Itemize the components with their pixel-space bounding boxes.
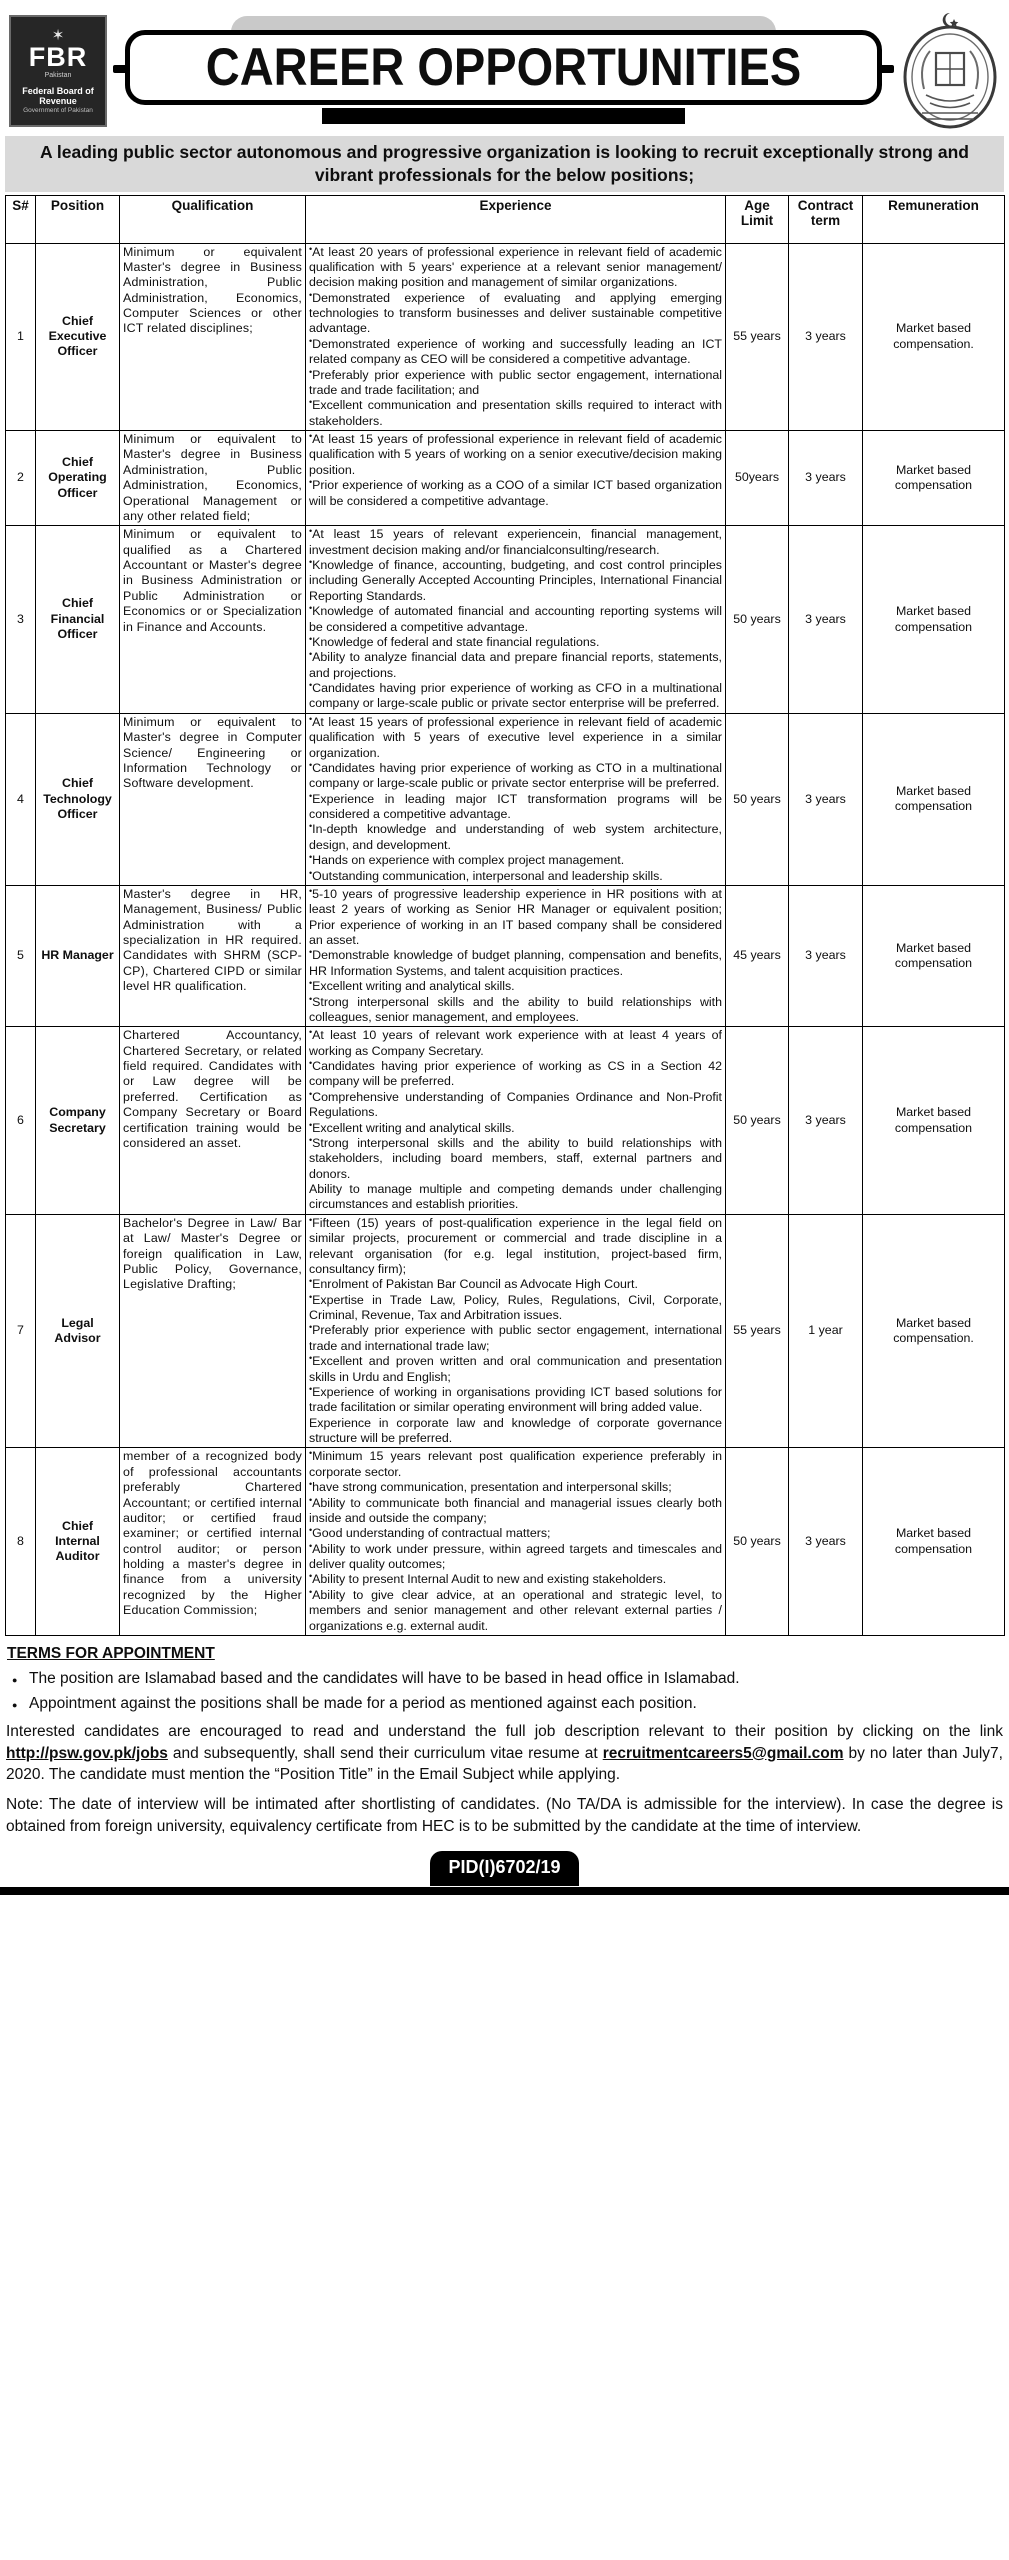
starburst-icon: ✶ — [51, 27, 65, 45]
apply-text-mid: and subsequently, shall send their curriculum vitae resume at — [167, 1744, 603, 1762]
experience-item: •Prior experience of working as a COO of a similar ICT based organization will be considered a competitive advantage. — [309, 477, 722, 508]
experience-item: •Outstanding communication, interpersonal and leadership skills. — [309, 867, 663, 883]
contract-cell: 3 years — [789, 526, 863, 714]
qualification-cell: Minimum or equivalent to Master's degree in Computer Science/ Engineering or Information Technology or Software development. — [120, 713, 306, 885]
email-link[interactable]: recruitmentcareers5@gmail.com — [602, 1744, 844, 1762]
serial-cell: 6 — [6, 1027, 36, 1215]
age-cell: 45 years — [726, 885, 789, 1026]
experience-item: •Strong interpersonal skills and the ability to build relationships with colleagues, senior management, and employees. — [309, 993, 722, 1024]
banner-dash-left — [113, 65, 128, 73]
pakistan-state-emblem-icon — [900, 11, 1000, 131]
position-cell: HR Manager — [36, 885, 120, 1026]
banner-shadow — [322, 108, 685, 124]
table-row — [6, 431, 1005, 526]
column-header: S# — [6, 195, 36, 243]
position-cell: Legal Advisor — [36, 1214, 120, 1448]
experience-item: •Excellent writing and analytical skills. — [309, 1119, 515, 1135]
qualification-cell: Minimum or equivalent to Master's degree in Business Administration, Public Administration, Economics, Operational Management or any other related field; — [120, 431, 306, 526]
remuneration-cell: Market based compensation — [863, 1448, 1005, 1636]
apply-text-post: by no later than July7, 2020. The candidate must mention the “Position Title” in the Email Subject while applying. — [6, 1744, 1003, 1784]
fbr-logo — [9, 15, 107, 127]
remuneration-cell: Market based compensation — [863, 1027, 1005, 1215]
title-banner — [125, 16, 882, 126]
remuneration-cell: Market based compensation. — [863, 1214, 1005, 1448]
experience-item: •Ability to analyze financial data and prepare financial reports, statements, and projections. — [309, 649, 722, 680]
logo-acronym: FBR — [28, 42, 88, 73]
table-row — [6, 1448, 1005, 1636]
experience-item: •Demonstrated experience of evaluating and applying emerging technologies to transform businesses and deliver sustainable competitive advantage. — [309, 289, 722, 336]
experience-item: •Excellent communication and presentation skills required to interact with stakeholders. — [309, 397, 722, 428]
experience-item: •At least 10 years of relevant work experience with at least 4 years of working as Company Secretary. — [309, 1027, 722, 1058]
qualification-cell: Minimum or equivalent Master's degree in Business Administration, Public Administration, Economics, Computer Sciences or other ICT related disciplines; — [120, 243, 306, 431]
experience-item: •Preferably prior experience with public sector engagement, international trade and international trade law; — [309, 1322, 722, 1353]
remuneration-cell: Market based compensation — [863, 431, 1005, 526]
position-cell: Chief Financial Officer — [36, 526, 120, 714]
pid-badge: PID(I)6702/19 — [430, 1851, 578, 1886]
experience-item: •Preferably prior experience with public sector engagement, international trade and trade facilitation; and — [309, 366, 722, 397]
experience-item: •Ability to present Internal Audit to new and existing stakeholders. — [309, 1571, 667, 1587]
table-row — [6, 526, 1005, 714]
experience-item: •Excellent and proven written and oral communication and presentation skills in Urdu and English; — [309, 1353, 722, 1384]
experience-item: •Expertise in Trade Law, Policy, Rules, Regulations, Civil, Corporate, Criminal, Revenue, Tax and Arbitration issues. — [309, 1291, 722, 1323]
serial-cell: 4 — [6, 713, 36, 885]
apply-paragraph — [6, 1721, 1003, 1786]
experience-item: •5-10 years of progressive leadership experience in HR positions with at least 2 years of working as Senior HR Manager or equivalent position; Prior experience of working in an IT based company shall be considered an asset. — [309, 885, 722, 948]
qualification-cell: Master's degree in HR, Management, Business/ Public Administration with a specialization in HR required. Candidates with SHRM (SCP-CP), Chartered CIPD or similar level HR qualification. — [120, 885, 306, 1026]
column-header: Experience — [306, 195, 726, 243]
experience-item: •At least 20 years of professional experience in relevant field of academic qualification with 5 years' experience at a relevant senior management/ decision making position and management of similar organizations. — [309, 243, 722, 290]
experience-item: •Hands on experience with complex project management. — [309, 852, 625, 868]
position-cell: Chief Operating Officer — [36, 431, 120, 526]
column-header: Position — [36, 195, 120, 243]
note-paragraph: Note: The date of interview will be intimated after shortlisting of candidates. (No TA/DA is admissible for the interview). In case the degree is obtained from foreign university, equivalency certificate from HEC is to be submitted by the candidate at the time of interview. — [6, 1795, 1003, 1835]
remuneration-cell: Market based compensation — [863, 885, 1005, 1026]
experience-cell — [306, 885, 726, 1026]
qualification-cell: member of a recognized body of professional accountants preferably Chartered Accountant; or certified internal auditor; or certified fraud examiner; or certified internal control auditor; or person holding a master's degree in finance from a university recognized by the Higher Education Commission; — [120, 1448, 306, 1636]
experience-item: Experience in corporate law and knowledge of corporate governance structure will be preferred. — [309, 1415, 722, 1446]
experience-cell — [306, 1214, 726, 1448]
serial-cell: 7 — [6, 1214, 36, 1448]
contract-cell: 3 years — [789, 1448, 863, 1636]
remuneration-cell: Market based compensation — [863, 713, 1005, 885]
terms-list — [5, 1670, 1004, 1713]
position-cell: Chief Internal Auditor — [36, 1448, 120, 1636]
apply-text-pre: Interested candidates are encouraged to read and understand the full job description relevant to their position by clicking on the link — [6, 1722, 1003, 1740]
logo-org-name: Federal Board of Revenue — [22, 85, 94, 106]
experience-item: •Fifteen (15) years of post-qualification experience in the legal field on similar projects, procurement or commercial and trade discipline in a relevant organisation (for e.g. legal institution, project-based firm, consultancy firm); — [309, 1214, 722, 1276]
page-title: CAREER OPPORTUNITIES — [205, 36, 802, 97]
experience-item: •Strong interpersonal skills and the ability to build relationships with stakeholders, including board members, staff, external partners and donors. — [309, 1134, 722, 1181]
serial-cell: 5 — [6, 885, 36, 1026]
experience-item: •Ability to communicate both financial and managerial issues clearly both inside and outside the company; — [309, 1494, 722, 1525]
experience-cell — [306, 1027, 726, 1215]
experience-item: •Enrolment of Pakistan Bar Council as Advocate High Court. — [309, 1276, 638, 1292]
position-cell: Chief Executive Officer — [36, 243, 120, 431]
experience-item: •Minimum 15 years relevant post qualification experience preferably in corporate sector. — [309, 1448, 722, 1479]
experience-item: •At least 15 years of relevant experiencein, financial management, investment decision making and/or financialconsulting/research. — [309, 526, 722, 557]
jobs-link[interactable]: http://psw.gov.pk/jobs — [6, 1744, 168, 1762]
experience-item: •Excellent writing and analytical skills. — [309, 978, 515, 994]
experience-cell — [306, 431, 726, 526]
remuneration-cell: Market based compensation — [863, 526, 1005, 714]
column-header: Contract term — [789, 195, 863, 243]
experience-cell — [306, 526, 726, 714]
experience-item: •Candidates having prior experience of working as CTO in a multinational company or large-scale public or private sector enterprise will be preferred. — [309, 759, 722, 791]
table-row — [6, 1214, 1005, 1448]
experience-item: •Demonstrated experience of working and successfully leading an ICT related company as CEO will be considered a competitive advantage. — [309, 335, 722, 367]
age-cell: 50 years — [726, 713, 789, 885]
contract-cell: 3 years — [789, 1027, 863, 1215]
column-header: Age Limit — [726, 195, 789, 243]
terms-item: ● Appointment against the positions shall be made for a period as mentioned against each position. — [5, 1695, 1004, 1713]
experience-item: •Comprehensive understanding of Companies Ordinance and Non-Profit Regulations. — [309, 1088, 722, 1120]
age-cell: 50 years — [726, 1027, 789, 1215]
serial-cell: 2 — [6, 431, 36, 526]
age-cell: 50years — [726, 431, 789, 526]
contract-cell: 1 year — [789, 1214, 863, 1448]
header — [5, 8, 1004, 134]
contract-cell: 3 years — [789, 885, 863, 1026]
qualification-cell: Minimum or equivalent to qualified as a Chartered Accountant or Master's degree in Business Administration or Public Administration or Economics or or Specialization in Finance and Accounts. — [120, 526, 306, 714]
experience-item: •Knowledge of finance, accounting, budgeting, and cost control principles including Generally Accepted Accounting Principles, International Financial Reporting Standards. — [309, 557, 722, 603]
bottom-rule — [0, 1887, 1009, 1895]
qualification-cell: Bachelor's Degree in Law/ Bar at Law/ Master's Degree or foreign qualification in Law, Public Policy, Governance, Legislative Drafting; — [120, 1214, 306, 1448]
contract-cell: 3 years — [789, 243, 863, 431]
experience-item: •Candidates having prior experience of working as CS in a Section 42 company will be preferred. — [309, 1058, 722, 1089]
experience-item: •Knowledge of automated financial and accounting reporting systems will be considered a competitive advantage. — [309, 603, 722, 634]
banner-box — [125, 30, 882, 105]
logo-subtext: Pakistan — [44, 71, 72, 79]
positions-table — [5, 195, 1005, 1636]
experience-item: •Demonstrable knowledge of budget planning, compensation and benefits, HR Information Systems, and talent acquisition practices. — [309, 947, 722, 978]
remuneration-cell: Market based compensation. — [863, 243, 1005, 431]
experience-cell — [306, 1448, 726, 1636]
age-cell: 55 years — [726, 1214, 789, 1448]
experience-item: •Candidates having prior experience of working as CFO in a multinational company or large-scale public or private sector enterprise will be preferred. — [309, 680, 722, 711]
experience-item: •Experience of working in organisations providing ICT based solutions for trade facilitation or similar operating environment will bring added value. — [309, 1383, 722, 1415]
table-row — [6, 1027, 1005, 1215]
experience-cell — [306, 713, 726, 885]
experience-item: Ability to manage multiple and competing demands under challenging circumstances and establish priorities. — [309, 1182, 722, 1212]
column-header: Remuneration — [863, 195, 1005, 243]
terms-heading: TERMS FOR APPOINTMENT — [7, 1644, 215, 1662]
intro-banner: A leading public sector autonomous and progressive organization is looking to recruit exceptionally strong and vibrant professionals for the below positions; — [5, 136, 1004, 192]
table-header-row — [6, 195, 1005, 243]
banner-dash-right — [879, 65, 894, 73]
serial-cell: 8 — [6, 1448, 36, 1636]
position-cell: Chief Technology Officer — [36, 713, 120, 885]
age-cell: 55 years — [726, 243, 789, 431]
position-cell: Company Secretary — [36, 1027, 120, 1215]
column-header: Qualification — [120, 195, 306, 243]
experience-item: •At least 15 years of professional experience in relevant field of academic qualification with 5 years of executive level experience in a similar organization. — [309, 713, 722, 760]
table-row — [6, 885, 1005, 1026]
age-cell: 50 years — [726, 526, 789, 714]
experience-item: •Ability to work under pressure, within agreed targets and timescales and deliver quality outcomes; — [309, 1540, 722, 1572]
logo-gov-name: Government of Pakistan — [23, 106, 93, 114]
age-cell: 50 years — [726, 1448, 789, 1636]
experience-item: •In-depth knowledge and understanding of web system architecture, design, and development. — [309, 821, 722, 852]
experience-cell — [306, 243, 726, 431]
contract-cell: 3 years — [789, 431, 863, 526]
contract-cell: 3 years — [789, 713, 863, 885]
terms-item: ● The position are Islamabad based and the candidates will have to be based in head office in Islamabad. — [5, 1670, 1004, 1688]
experience-item: •Good understanding of contractual matters; — [309, 1525, 551, 1541]
qualification-cell: Chartered Accountancy, Chartered Secretary, or related field required. Candidates with or Law degree will be preferred. Certification as Company Secretary or Board certification training would be considered an asset. — [120, 1027, 306, 1215]
experience-item: •Knowledge of federal and state financial regulations. — [309, 633, 600, 649]
positions-table-body — [6, 243, 1005, 1635]
pid-row — [5, 1851, 1004, 1887]
serial-cell: 1 — [6, 243, 36, 431]
experience-item: •have strong communication, presentation and interpersonal skills; — [309, 1479, 672, 1495]
serial-cell: 3 — [6, 526, 36, 714]
table-row — [6, 243, 1005, 431]
experience-item: •Ability to give clear advice, at an operational and strategic level, to members and senior management and other relevant external parties / organizations e.g. external audit. — [309, 1586, 722, 1633]
table-row — [6, 713, 1005, 885]
experience-item: •At least 15 years of professional experience in relevant field of academic qualification with 5 years of working on a senior executive/decision making position. — [309, 431, 722, 477]
experience-item: •Experience in leading major ICT transformation programs will be considered a competitive advantage. — [309, 790, 722, 822]
